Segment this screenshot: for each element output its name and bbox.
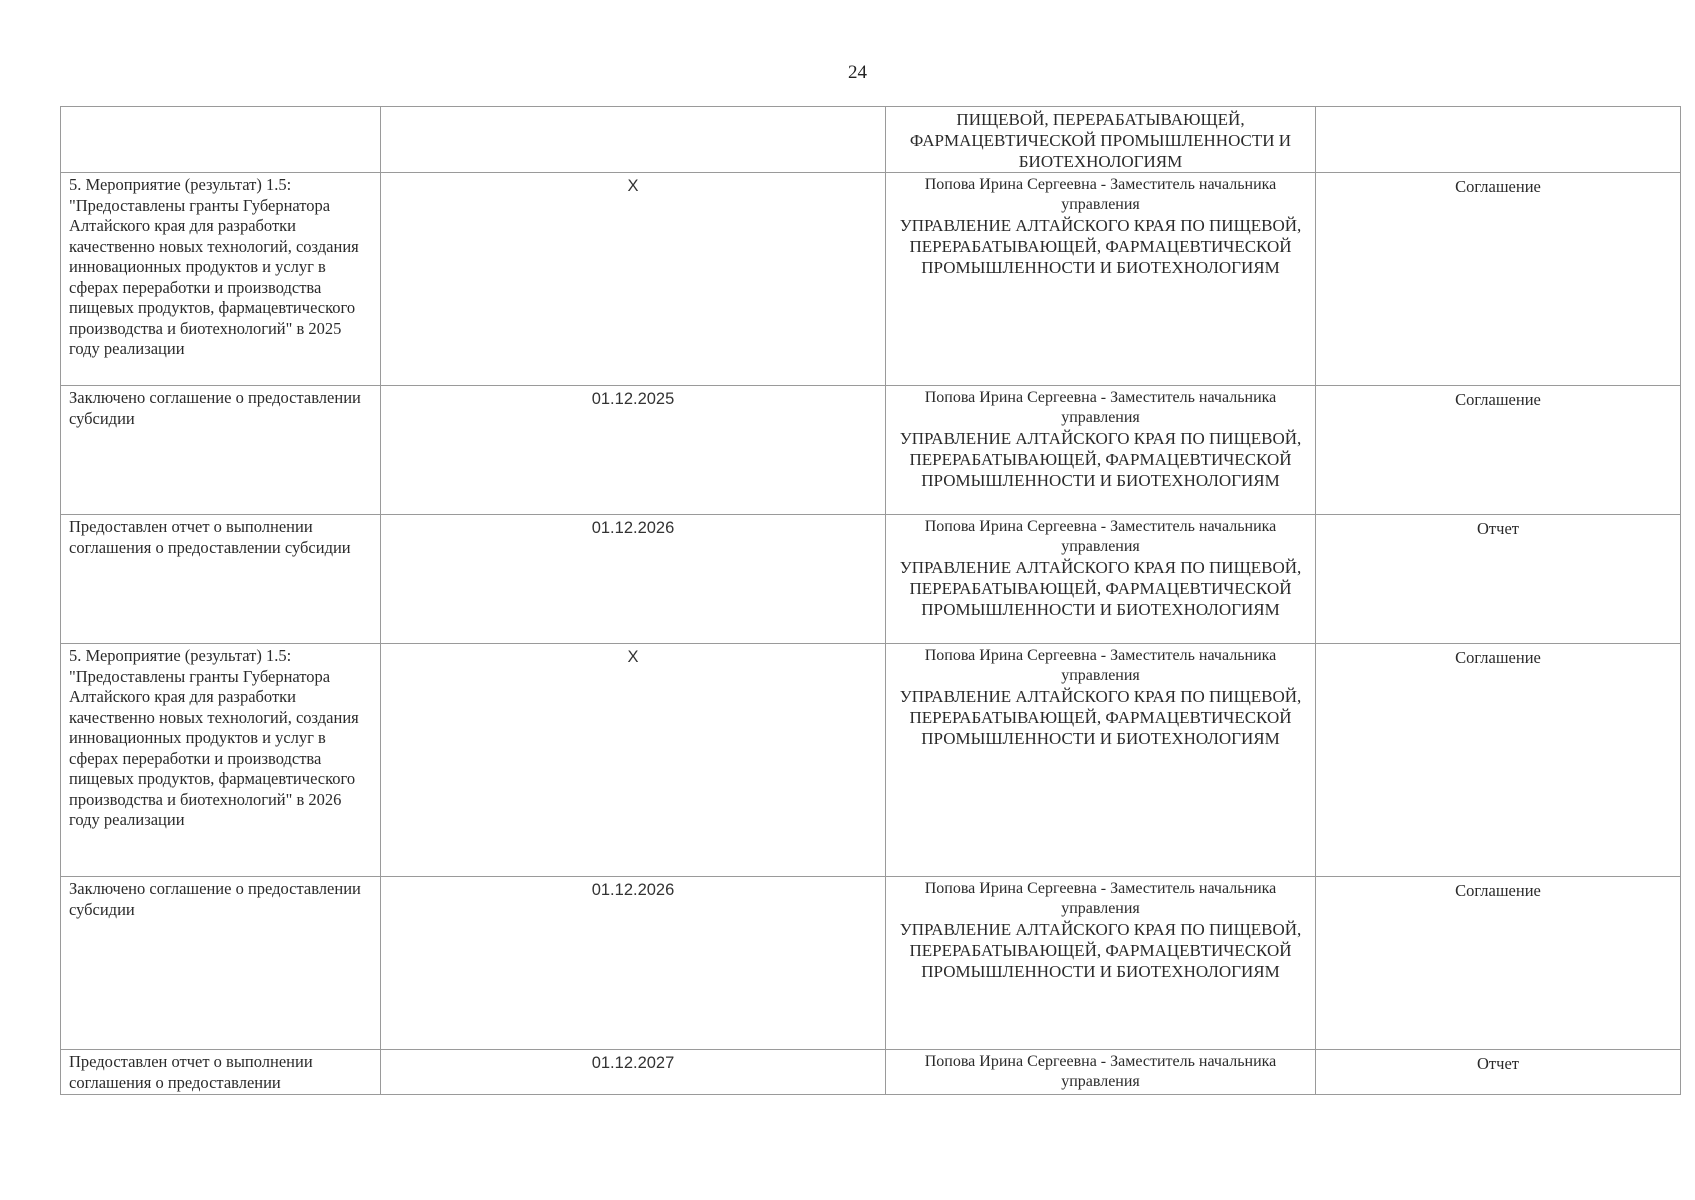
document-cell: Отчет: [1316, 515, 1681, 644]
responsible-person: Попова Ирина Сергеевна - Заместитель начальника управления: [924, 518, 1277, 555]
responsible-cell: [886, 386, 1316, 515]
responsible-org: УПРАВЛЕНИЕ АЛТАЙСКОГО КРАЯ ПО ПИЩЕВОЙ, ПЕРЕРАБАТЫВАЮЩЕЙ, ФАРМАЦЕВТИЧЕСКОЙ ПРОМЫШЛЕННОСТИ И БИОТЕХНОЛОГИЯМ: [899, 429, 1302, 490]
responsible-cell: [886, 644, 1316, 877]
table-row: [61, 515, 1681, 644]
event-cell: Предоставлен отчет о выполнении соглашения о предоставлении: [61, 1050, 381, 1095]
responsible-org: УПРАВЛЕНИЕ АЛТАЙСКОГО КРАЯ ПО ПИЩЕВОЙ, ПЕРЕРАБАТЫВАЮЩЕЙ, ФАРМАЦЕВТИЧЕСКОЙ ПРОМЫШЛЕННОСТИ И БИОТЕХНОЛОГИЯМ: [899, 558, 1302, 619]
table-row: [61, 1050, 1681, 1095]
responsible-person: Попова Ирина Сергеевна - Заместитель начальника управления: [924, 176, 1277, 213]
event-cell: Заключено соглашение о предоставлении субсидии: [61, 877, 381, 1050]
date-cell: 01.12.2025: [381, 386, 886, 515]
page-number: 24: [848, 62, 867, 83]
event-cell: Заключено соглашение о предоставлении субсидии: [61, 386, 381, 515]
document-cell: [1316, 107, 1681, 173]
event-cell: Предоставлен отчет о выполнении соглашения о предоставлении субсидии: [61, 515, 381, 644]
table-row: [61, 173, 1681, 386]
document-cell: Отчет: [1316, 1050, 1681, 1095]
responsible-person: Попова Ирина Сергеевна - Заместитель начальника управления: [924, 880, 1277, 917]
event-cell: [61, 107, 381, 173]
document-cell: Соглашение: [1316, 173, 1681, 386]
responsible-org: УПРАВЛЕНИЕ АЛТАЙСКОГО КРАЯ ПО ПИЩЕВОЙ, ПЕРЕРАБАТЫВАЮЩЕЙ, ФАРМАЦЕВТИЧЕСКОЙ ПРОМЫШЛЕННОСТИ И БИОТЕХНОЛОГИЯМ: [899, 687, 1302, 748]
date-cell: 01.12.2027: [381, 1050, 886, 1095]
responsible-person: Попова Ирина Сергеевна - Заместитель начальника управления: [924, 389, 1277, 426]
date-cell: 01.12.2026: [381, 877, 886, 1050]
table-row: [61, 107, 1681, 173]
document-cell: Соглашение: [1316, 877, 1681, 1050]
responsible-org: УПРАВЛЕНИЕ АЛТАЙСКОГО КРАЯ ПО ПИЩЕВОЙ, ПЕРЕРАБАТЫВАЮЩЕЙ, ФАРМАЦЕВТИЧЕСКОЙ ПРОМЫШЛЕННОСТИ И БИОТЕХНОЛОГИЯМ: [899, 216, 1302, 277]
responsible-cell: [886, 877, 1316, 1050]
table-row: [61, 386, 1681, 515]
table-row: [61, 877, 1681, 1050]
date-cell: [381, 107, 886, 173]
event-cell: 5. Мероприятие (результат) 1.5: "Предоставлены гранты Губернатора Алтайского края для разработки качественно новых технологий, создания инновационных продуктов и услуг в сферах переработки и производства пищевых продуктов, фармацевтического производства и биотехнологий" в 2026 году реализации: [61, 644, 381, 877]
event-cell: 5. Мероприятие (результат) 1.5: "Предоставлены гранты Губернатора Алтайского края для разработки качественно новых технологий, создания инновационных продуктов и услуг в сферах переработки и производства пищевых продуктов, фармацевтического производства и биотехнологий" в 2025 году реализации: [61, 173, 381, 386]
responsible-cell: [886, 515, 1316, 644]
activities-table: [60, 106, 1681, 1095]
date-cell: 01.12.2026: [381, 515, 886, 644]
responsible-org: ПИЩЕВОЙ, ПЕРЕРАБАТЫВАЮЩЕЙ, ФАРМАЦЕВТИЧЕСКОЙ ПРОМЫШЛЕННОСТИ И БИОТЕХНОЛОГИЯМ: [909, 110, 1292, 171]
document-cell: Соглашение: [1316, 386, 1681, 515]
date-cell: X: [381, 644, 886, 877]
date-cell: X: [381, 173, 886, 386]
responsible-person: Попова Ирина Сергеевна - Заместитель начальника управления: [924, 1053, 1277, 1090]
table-row: [61, 644, 1681, 877]
responsible-cell: [886, 1050, 1316, 1095]
responsible-cell: [886, 173, 1316, 386]
document-cell: Соглашение: [1316, 644, 1681, 877]
responsible-org: УПРАВЛЕНИЕ АЛТАЙСКОГО КРАЯ ПО ПИЩЕВОЙ, ПЕРЕРАБАТЫВАЮЩЕЙ, ФАРМАЦЕВТИЧЕСКОЙ ПРОМЫШЛЕННОСТИ И БИОТЕХНОЛОГИЯМ: [899, 920, 1302, 981]
responsible-cell: [886, 107, 1316, 173]
responsible-person: Попова Ирина Сергеевна - Заместитель начальника управления: [924, 647, 1277, 684]
